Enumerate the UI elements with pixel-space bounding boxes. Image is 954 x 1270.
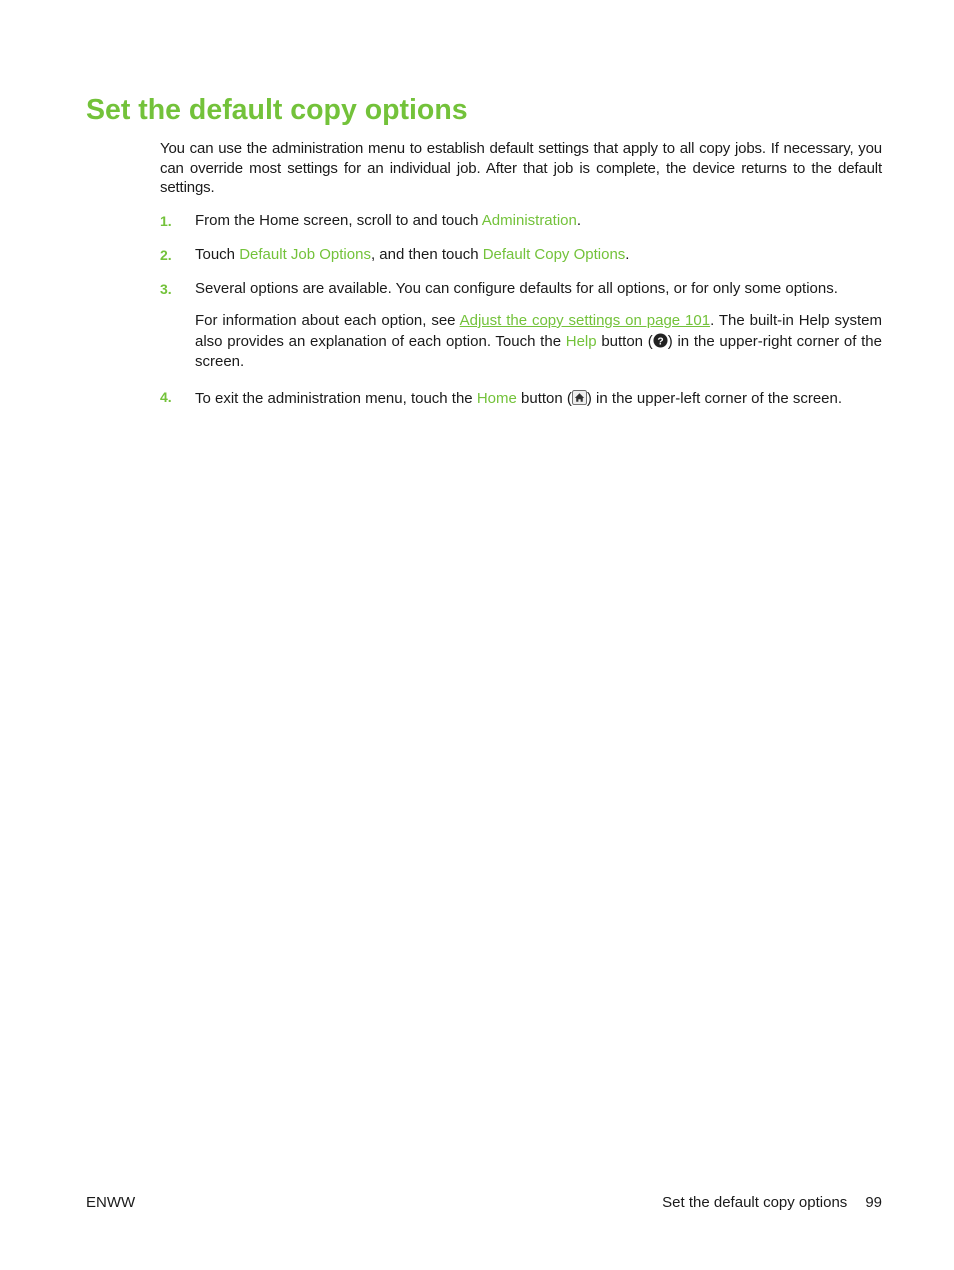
- home-icon: [572, 390, 587, 405]
- step-text: Touch Default Job Options, and then touch Default Copy Options.: [195, 246, 630, 263]
- administration-term: Administration: [481, 212, 577, 229]
- adjust-copy-settings-link[interactable]: Adjust the copy settings on page 101: [459, 312, 711, 329]
- help-term: Help: [565, 332, 597, 350]
- step-number: 4.: [160, 389, 172, 405]
- step-text: Several options are available. You can configure defaults for all options, or for only some options.: [195, 280, 838, 297]
- step-number: 2.: [160, 247, 172, 263]
- footer-section-title: Set the default copy options: [662, 1194, 848, 1211]
- intro-paragraph: You can use the administration menu to establish default settings that apply to all copy jobs. If necessary, you can override most settings for an individual job. After that job is complete, the device returns to the default settings.: [160, 140, 882, 196]
- home-term: Home: [476, 390, 517, 407]
- default-copy-options-term: Default Copy Options: [482, 246, 626, 263]
- page-number: 99: [865, 1194, 882, 1211]
- footer-right: [662, 1193, 882, 1213]
- footer-left-label: ENWW: [86, 1194, 136, 1211]
- step-text: From the Home screen, scroll to and touch Administration.: [195, 212, 582, 229]
- step-text: To exit the administration menu, touch the Home button ( ) in the upper-left corner of the screen.: [195, 390, 843, 407]
- page-title: Set the default copy options: [86, 94, 468, 126]
- help-icon: [653, 333, 668, 348]
- step-detail-paragraph: For information about each option, see Adjust the copy settings on page 101. The built-in Help system also provides an explanation of each option. Touch the Help button ( ? ) in the upper-right corner of the screen.: [195, 312, 882, 370]
- step-number: 1.: [160, 213, 172, 229]
- default-job-options-term: Default Job Options: [239, 246, 371, 263]
- svg-text:?: ?: [657, 335, 664, 347]
- step-number: 3.: [160, 281, 172, 297]
